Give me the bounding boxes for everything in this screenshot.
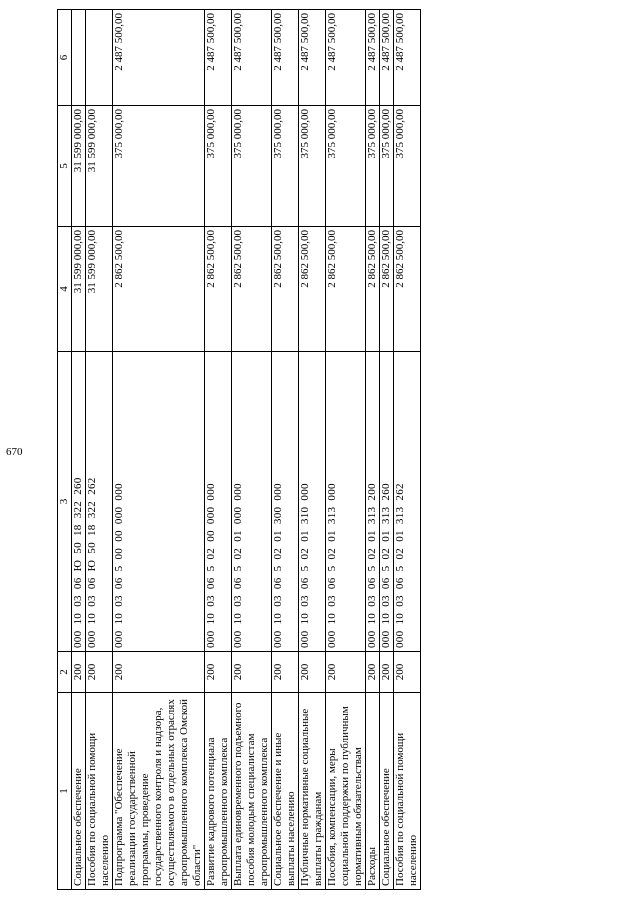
row-col6: 2 487 500,00 xyxy=(113,10,205,106)
row-col6: 2 487 500,00 xyxy=(326,10,366,106)
row-col4: 2 862 500,00 xyxy=(272,227,299,352)
row-code: 000 10 03 06 5 02 01 000 000 xyxy=(232,352,272,652)
row-col4: 2 862 500,00 xyxy=(380,227,394,352)
row-col4: 2 862 500,00 xyxy=(299,227,326,352)
table-row xyxy=(326,10,366,890)
page-number: 670 xyxy=(6,446,23,458)
row-name: Подпрограмма "Обеспечение реализации государственной программы, проведение государственного контроля и надзора, осуществляемого в отдельных отраслях агропромышленного комплекса Омской области" xyxy=(113,693,205,890)
row-col4: 31 599 000,00 xyxy=(86,227,113,352)
row-code: 000 10 03 06 5 02 01 300 000 xyxy=(272,352,299,652)
row-col2: 200 xyxy=(272,652,299,693)
budget-table xyxy=(57,9,421,890)
table-row xyxy=(299,10,326,890)
header-col-1: 1 xyxy=(58,693,72,890)
row-col4: 2 862 500,00 xyxy=(326,227,366,352)
row-code: 000 10 03 06 5 02 01 310 000 xyxy=(299,352,326,652)
header-col-5: 5 xyxy=(58,106,72,227)
table-row xyxy=(380,10,394,890)
row-name: Развитие кадрового потенциала агропромышленного комплекса xyxy=(205,693,232,890)
row-col6: 2 487 500,00 xyxy=(299,10,326,106)
row-col6: 2 487 500,00 xyxy=(272,10,299,106)
row-col6: 2 487 500,00 xyxy=(394,10,421,106)
row-name: Пособия по социальной помощи населению xyxy=(394,693,421,890)
row-code: 000 10 03 06 5 02 00 000 000 xyxy=(205,352,232,652)
row-col2: 200 xyxy=(380,652,394,693)
row-col4: 31 599 000,00 xyxy=(72,227,86,352)
table-row xyxy=(272,10,299,890)
row-col6: 2 487 500,00 xyxy=(366,10,380,106)
row-col4: 2 862 500,00 xyxy=(113,227,205,352)
row-code: 000 10 03 06 5 02 01 313 200 xyxy=(366,352,380,652)
row-col2: 200 xyxy=(232,652,272,693)
header-col-3: 3 xyxy=(58,352,72,652)
row-col4: 2 862 500,00 xyxy=(394,227,421,352)
row-code: 000 10 03 06 5 02 01 313 262 xyxy=(394,352,421,652)
row-code: 000 10 03 06 5 02 01 313 260 xyxy=(380,352,394,652)
row-col5: 375 000,00 xyxy=(299,106,326,227)
row-col2: 200 xyxy=(394,652,421,693)
row-col4: 2 862 500,00 xyxy=(366,227,380,352)
row-col5: 375 000,00 xyxy=(272,106,299,227)
header-col-4: 4 xyxy=(58,227,72,352)
row-col5: 375 000,00 xyxy=(232,106,272,227)
row-name: Пособия по социальной помощи населению xyxy=(86,693,113,890)
row-col2: 200 xyxy=(326,652,366,693)
row-col2: 200 xyxy=(72,652,86,693)
row-name: Пособия, компенсации, меры социальной поддержки по публичным нормативным обязательствам xyxy=(326,693,366,890)
row-col5: 375 000,00 xyxy=(380,106,394,227)
row-col2: 200 xyxy=(366,652,380,693)
header-col-2: 2 xyxy=(58,652,72,693)
table-row xyxy=(232,10,272,890)
row-col6: 2 487 500,00 xyxy=(380,10,394,106)
row-col5: 375 000,00 xyxy=(394,106,421,227)
row-col4: 2 862 500,00 xyxy=(205,227,232,352)
table-row xyxy=(394,10,421,890)
table-row xyxy=(86,10,113,890)
row-code: 000 10 03 06 Ю 50 18 322 260 xyxy=(72,352,86,652)
row-name: Публичные нормативные социальные выплаты гражданам xyxy=(299,693,326,890)
row-name: Социальное обеспечение xyxy=(380,693,394,890)
row-col6 xyxy=(86,10,113,106)
row-code: 000 10 03 06 5 00 00 000 000 xyxy=(113,352,205,652)
row-name: Социальное обеспечение и иные выплаты населению xyxy=(272,693,299,890)
table-row xyxy=(366,10,380,890)
rotated-table-container xyxy=(57,10,587,890)
row-col5: 31 599 000,00 xyxy=(72,106,86,227)
row-col2: 200 xyxy=(86,652,113,693)
row-col5: 375 000,00 xyxy=(326,106,366,227)
row-col5: 375 000,00 xyxy=(113,106,205,227)
row-col2: 200 xyxy=(205,652,232,693)
table-row xyxy=(72,10,86,890)
table-row xyxy=(113,10,205,890)
row-col4: 2 862 500,00 xyxy=(232,227,272,352)
row-name: Социальное обеспечение xyxy=(72,693,86,890)
row-col2: 200 xyxy=(113,652,205,693)
row-col6 xyxy=(72,10,86,106)
row-col2: 200 xyxy=(299,652,326,693)
row-code: 000 10 03 06 5 02 01 313 000 xyxy=(326,352,366,652)
table-row xyxy=(205,10,232,890)
row-col5: 375 000,00 xyxy=(205,106,232,227)
row-name: Расходы xyxy=(366,693,380,890)
row-name: Выплата единовременного подъемного пособия молодым специалистам агропромышленного комплекса xyxy=(232,693,272,890)
row-col5: 31 599 000,00 xyxy=(86,106,113,227)
header-col-6: 6 xyxy=(58,10,72,106)
header-row xyxy=(58,10,72,890)
row-col6: 2 487 500,00 xyxy=(232,10,272,106)
row-col5: 375 000,00 xyxy=(366,106,380,227)
row-col6: 2 487 500,00 xyxy=(205,10,232,106)
row-code: 000 10 03 06 Ю 50 18 322 262 xyxy=(86,352,113,652)
